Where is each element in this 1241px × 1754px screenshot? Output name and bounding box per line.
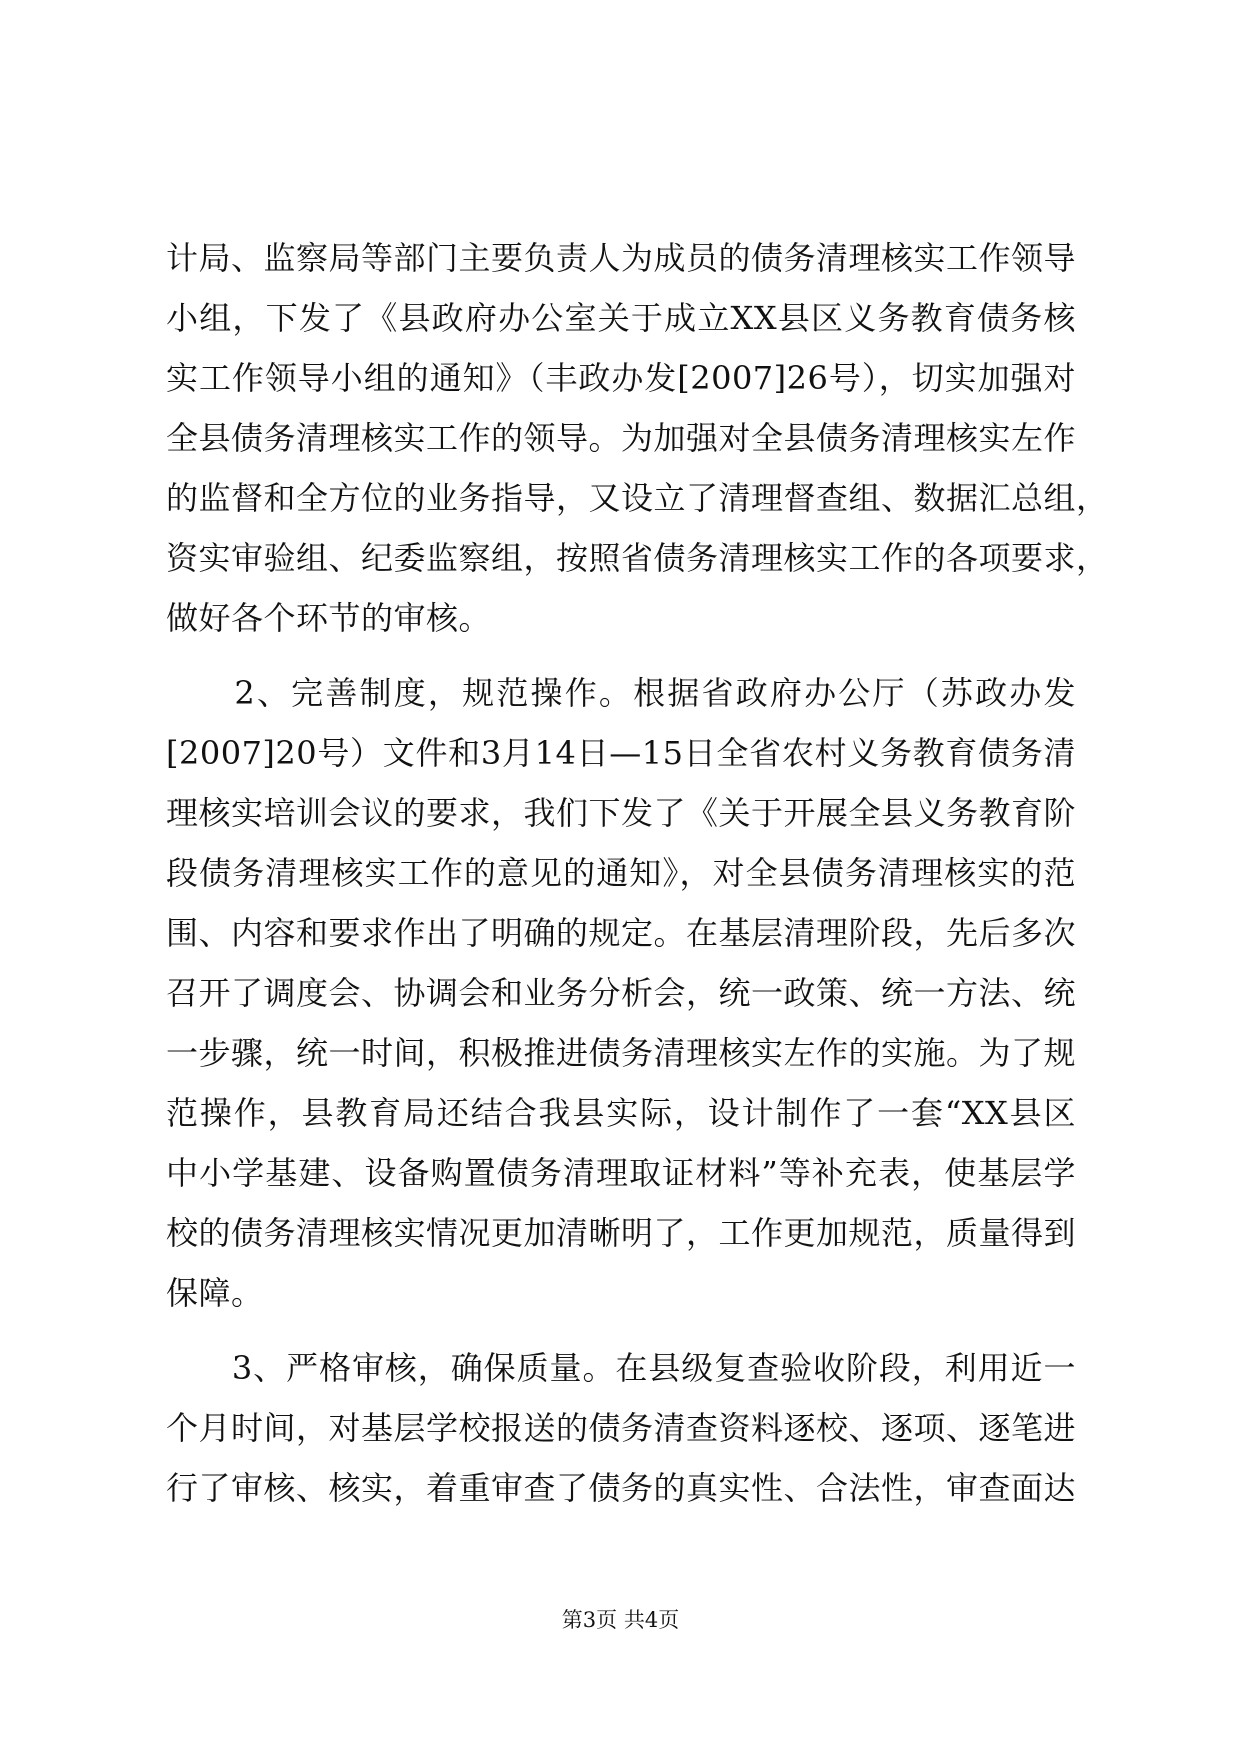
text-line: 做好各个环节的审核。 — [166, 599, 492, 637]
text-line: [2007]20号）文件和3月14日—15日全省农村义务教育债务清 — [166, 734, 1076, 772]
page-number-footer: 第3页 共4页 — [561, 1608, 680, 1632]
text-line: 校的债务清理核实情况更加清晰明了，工作更加规范，质量得到 — [166, 1214, 1077, 1252]
text-line: 资实审验组、纪委监察组，按照省债务清理核实工作的各项要求， — [166, 539, 1109, 577]
text-line: 2、完善制度，规范操作。根据省政府办公厅（苏政办发 — [166, 674, 1076, 712]
text-line: 一步骤，统一时间，积极推进债务清理核实左作的实施。为了规 — [166, 1034, 1077, 1072]
document-body — [166, 228, 1109, 1518]
text-line: 保障。 — [166, 1274, 264, 1312]
text-line: 全县债务清理核实工作的领导。为加强对全县债务清理核实左作 — [166, 419, 1077, 457]
text-line: 召开了调度会、协调会和业务分析会，统一政策、统一方法、统 — [166, 974, 1077, 1012]
text-line: 段债务清理核实工作的意见的通知》，对全县债务清理核实的范 — [166, 854, 1076, 892]
text-line: 行了审核、核实，着重审查了债务的真实性、合法性，审查面达 — [166, 1469, 1077, 1507]
paragraph-spacer — [166, 1323, 1076, 1338]
paragraph — [166, 228, 1109, 648]
text-line: 中小学基建、设备购置债务清理取证材料”等补充表，使基层学 — [166, 1154, 1076, 1192]
text-line: 3、严格审核，确保质量。在县级复查验收阶段，利用近一 — [166, 1349, 1076, 1387]
text-line: 实工作领导小组的通知》（丰政办发[2007]26号），切实加强对 — [166, 359, 1076, 397]
paragraph — [166, 663, 1076, 1323]
text-line: 计局、监察局等部门主要负责人为成员的债务清理核实工作领导 — [166, 239, 1077, 277]
text-line: 个月时间，对基层学校报送的债务清查资料逐校、逐项、逐笔进 — [166, 1409, 1077, 1447]
text-line: 范操作，县教育局还结合我县实际，设计制作了一套“XX县区 — [166, 1094, 1076, 1132]
text-line: 的监督和全方位的业务指导，又设立了清理督查组、数据汇总组， — [166, 479, 1109, 517]
text-line: 理核实培训会议的要求，我们下发了《关于开展全县义务教育阶 — [166, 794, 1077, 832]
text-line: 围、内容和要求作出了明确的规定。在基层清理阶段，先后多次 — [166, 914, 1077, 952]
paragraph-spacer — [166, 648, 1076, 663]
text-line: 小组，下发了《县政府办公室关于成立XX县区义务教育债务核 — [166, 299, 1076, 337]
paragraph — [166, 1338, 1076, 1518]
